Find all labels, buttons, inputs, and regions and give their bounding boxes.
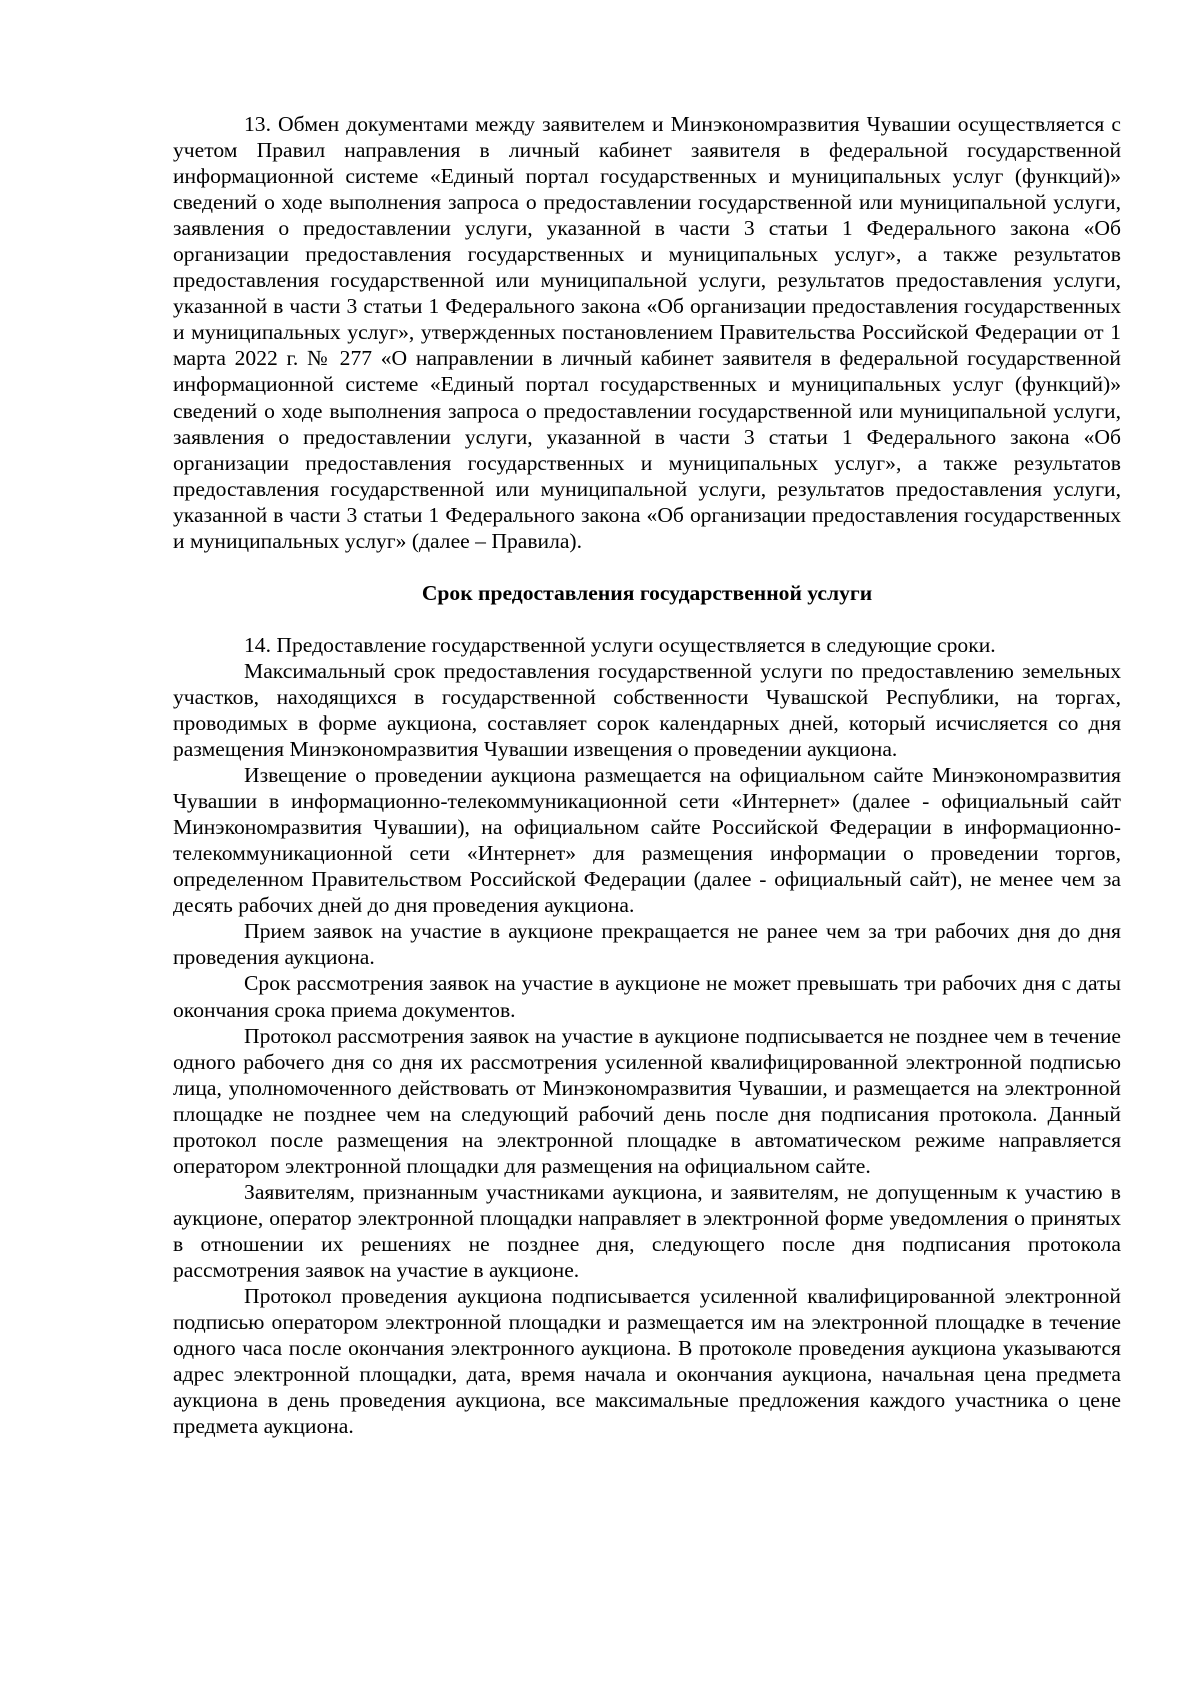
paragraph-max-term: Максимальный срок предоставления государственной услуги по предоставлению земельных участков, находящихся в государственной собственности Чувашской Республики, на торгах, проводимых в форме аукциона, составляет сорок календарных дней, который исчисляется со дня размещения Минэкономразвития Чувашии извещения о проведении аукциона.	[173, 658, 1121, 762]
paragraph-notifications: Заявителям, признанным участниками аукциона, и заявителям, не допущенным к участию в аукционе, оператор электронной площадки направляет в электронной форме уведомления о принятых в отношении их решениях не позднее дня, следующего после дня подписания протокола рассмотрения заявок на участие в аукционе.	[173, 1179, 1121, 1282]
paragraph-14: 14. Предоставление государственной услуги осуществляется в следующие сроки.	[244, 632, 996, 657]
paragraph-review-term: Срок рассмотрения заявок на участие в аукционе не может превышать три рабочих дня с даты окончания срока приема документов.	[173, 971, 1121, 1022]
paragraph-application-deadline: Прием заявок на участие в аукционе прекращается не ранее чем за три рабочих дня до дня проведения аукциона.	[173, 919, 1121, 970]
document-page	[173, 111, 1121, 1439]
paragraph-13: 13. Обмен документами между заявителем и Минэкономразвития Чувашии осуществляется с учетом Правил направления в личный кабинет заявителя в федеральной государственной информационной системе «Единый портал государственных и муниципальных услуг (функций)» сведений о ходе выполнения запроса о предоставлении государственной или муниципальной услуги, заявления о предоставлении услуги, указанной в части 3 статьи 1 Федерального закона «Об организации предоставления государственных и муниципальных услуг», а также результатов предоставления государственной или муниципальной услуги, результатов предоставления услуги, указанной в части 3 статьи 1 Федерального закона «Об организации предоставления государственных и муниципальных услуг», утвержденных постановлением Правительства Российской Федерации от 1 марта 2022 г. № 277 «О направлении в личный кабинет заявителя в федеральной государственной информационной системе «Единый портал государственных и муниципальных услуг (функций)» сведений о ходе выполнения запроса о предоставлении государственной или муниципальной услуги, заявления о предоставлении услуги, указанной в части 3 статьи 1 Федерального закона «Об организации предоставления государственных и муниципальных услуг», а также результатов предоставления государственной или муниципальной услуги, результатов предоставления услуги, указанной в части 3 статьи 1 Федерального закона «Об организации предоставления государственных и муниципальных услуг» (далее – Правила).	[173, 112, 1121, 553]
paragraph-notice: Извещение о проведении аукциона размещается на официальном сайте Минэкономразвития Чувашии в информационно-телекоммуникационной сети «Интернет» (далее - официальный сайт Минэкономразвития Чувашии), на официальном сайте Российской Федерации в информационно-телекоммуникационной сети «Интернет» для размещения информации о проведении торгов, определенном Правительством Российской Федерации (далее - официальный сайт), не менее чем за десять рабочих дней до дня проведения аукциона.	[173, 763, 1121, 918]
section-heading: Срок предоставления государственной услуги	[421, 580, 873, 605]
paragraph-review-protocol: Протокол рассмотрения заявок на участие в аукционе подписывается не позднее чем в течение одного рабочего дня со дня их рассмотрения усиленной квалифицированной электронной подписью лица, уполномоченного действовать от Минэкономразвития Чувашии, и размещается на электронной площадке не позднее чем на следующий рабочий день после дня подписания протокола. Данный протокол после размещения на электронной площадке в автоматическом режиме направляется оператором электронной площадки для размещения на официальном сайте.	[173, 1023, 1121, 1178]
paragraph-auction-protocol: Протокол проведения аукциона подписывается усиленной квалифицированной электронной подписью оператором электронной площадки и размещается им на электронной площадке в течение одного часа после окончания электронного аукциона. В протоколе проведения аукциона указываются адрес электронной площадки, дата, время начала и окончания аукциона, начальная цена предмета аукциона в день проведения аукциона, все максимальные предложения каждого участника о цене предмета аукциона.	[173, 1284, 1121, 1439]
